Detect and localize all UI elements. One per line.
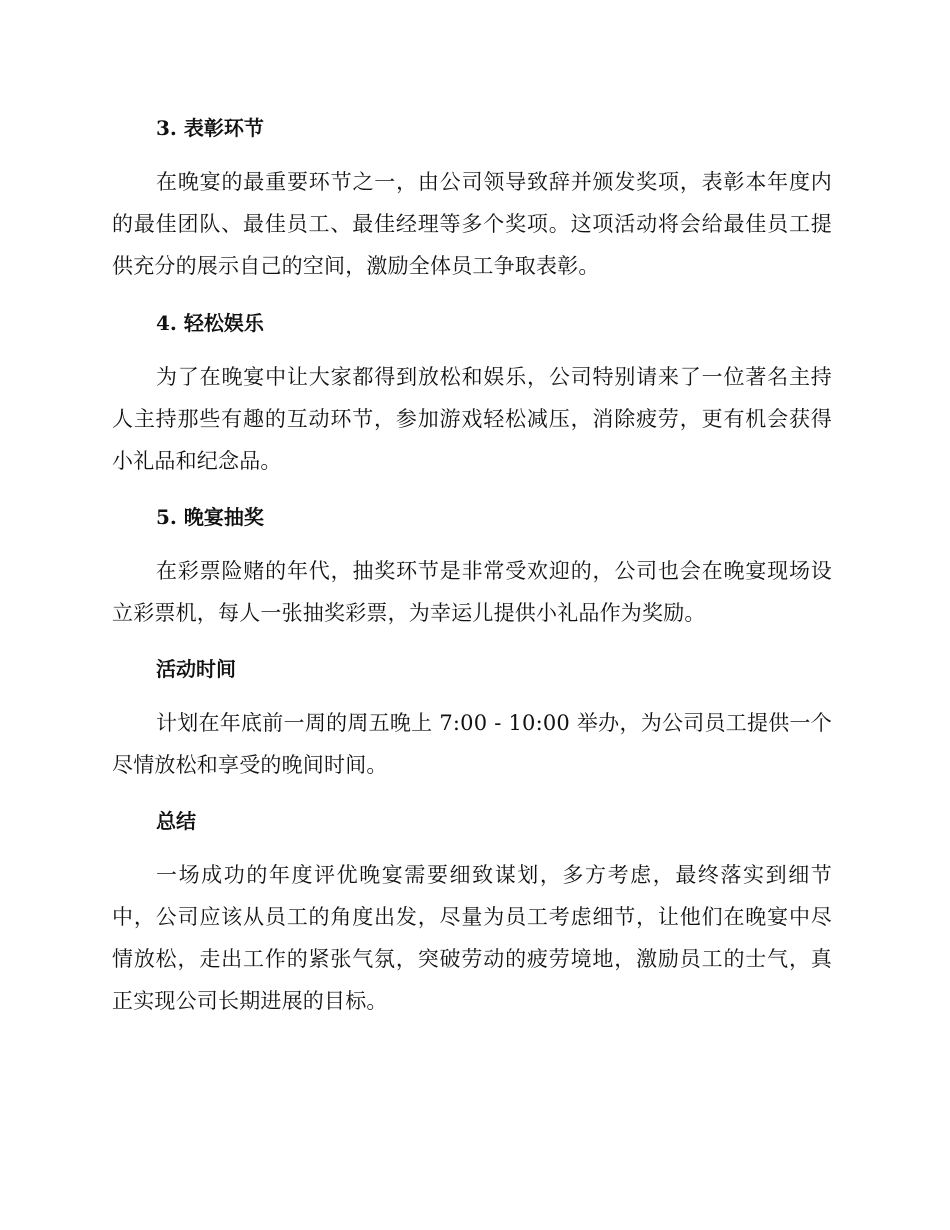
section-body-summary: 一场成功的年度评优晚宴需要细致谋划，多方考虑，最终落实到细节中，公司应该从员工的角度出发，尽量为员工考虑细节，让他们在晚宴中尽情放松，走出工作的紧张气氛，突破劳动的疲劳境地，激励员工的士气，真正实现公司长期进展的目标。 — [112, 863, 832, 1013]
section-heading-summary: 总结 — [156, 809, 196, 833]
section-body-schedule: 计划在年底前一周的周五晚上 7:00 - 10:00 举办，为公司员工提供一个尽情放松和享受的晚间时间。 — [112, 711, 832, 777]
section-heading-schedule: 活动时间 — [156, 657, 236, 681]
section-heading-entertainment: 4. 轻松娱乐 — [156, 311, 264, 335]
section-body-entertainment: 为了在晚宴中让大家都得到放松和娱乐，公司特别请来了一位著名主持人主持那些有趣的互动环节，参加游戏轻松减压，消除疲劳，更有机会获得小礼品和纪念品。 — [112, 365, 832, 473]
section-body-awards: 在晚宴的最重要环节之一，由公司领导致辞并颁发奖项，表彰本年度内的最佳团队、最佳员工、最佳经理等多个奖项。这项活动将会给最佳员工提供充分的展示自己的空间，激励全体员工争取表彰。 — [112, 170, 832, 278]
section-heading-awards: 3. 表彰环节 — [156, 116, 264, 140]
section-body-lottery: 在彩票险赌的年代，抽奖环节是非常受欢迎的，公司也会在晚宴现场设立彩票机，每人一张抽奖彩票，为幸运儿提供小礼品作为奖励。 — [112, 559, 832, 625]
section-heading-lottery: 5. 晚宴抽奖 — [156, 505, 264, 529]
